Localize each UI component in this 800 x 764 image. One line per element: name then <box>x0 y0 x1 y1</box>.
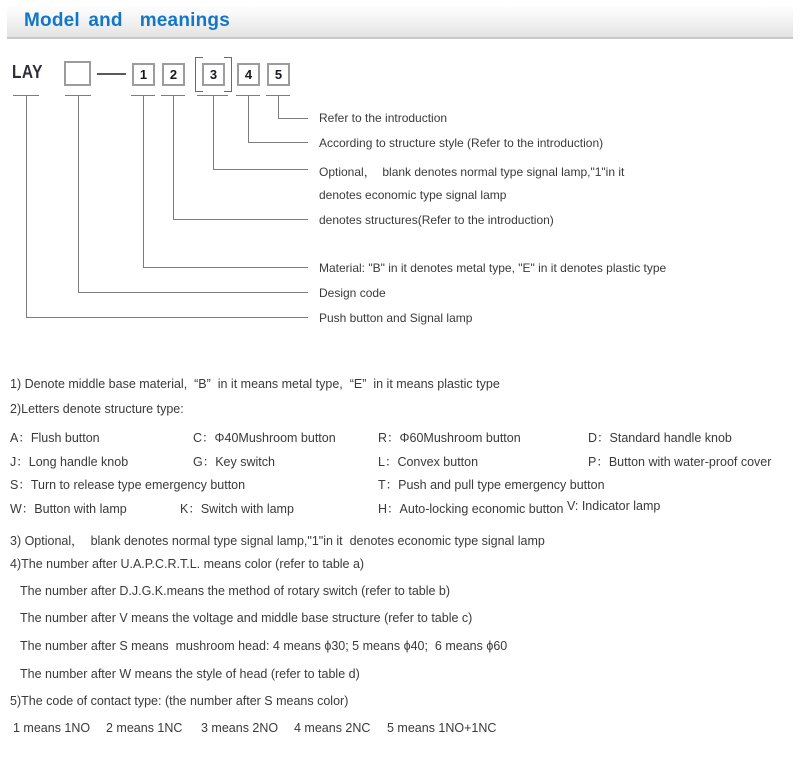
note-2: 2)Letters denote structure type: <box>10 402 184 416</box>
table-cell-w: W：Button with lamp <box>10 502 127 516</box>
table-cell-r: R：Φ60Mushroom button <box>378 431 521 445</box>
label-according: According to structure style (Refer to the introduction) <box>319 136 604 150</box>
note-5: 5)The code of contact type: (the number after S means color) <box>10 694 349 708</box>
contact-code-5: 5 means 1NO+1NC <box>387 721 497 735</box>
table-cell-p: P：Button with water-proof cover <box>588 455 772 469</box>
section-header-band <box>7 6 793 39</box>
table-cell-s: S：Turn to release type emergency button <box>10 478 246 492</box>
label-material: Material: "B" in it denotes metal type, "E" in it denotes plastic type <box>319 261 667 275</box>
model-prefix: LAY <box>12 62 43 82</box>
table-cell-v: V: Indicator lamp <box>567 499 661 513</box>
model-box-3: 3 <box>202 63 225 86</box>
table-cell-a: A：Flush button <box>10 431 100 445</box>
note-4-w: The number after W means the style of head (refer to table d) <box>20 667 360 681</box>
table-cell-l: L：Convex button <box>378 455 479 469</box>
table-cell-t: T：Push and pull type emergency button <box>378 478 605 492</box>
optional-bracket-right-icon <box>224 57 232 92</box>
model-box-blank <box>64 61 91 86</box>
table-cell-c: C：Φ40Mushroom button <box>193 431 336 445</box>
optional-bracket-left-icon <box>195 57 203 92</box>
table-cell-h: H：Auto-locking economic button <box>378 502 564 516</box>
note-4-s: The number after S means mushroom head: 4 means ϕ30; 5 means ϕ40; 6 means ϕ60 <box>20 639 508 653</box>
label-design-code: Design code <box>319 286 386 300</box>
model-box-1: 1 <box>132 63 155 86</box>
model-box-2: 2 <box>162 63 185 86</box>
contact-code-3: 3 means 2NO <box>201 721 279 735</box>
contact-code-2: 2 means 1NC <box>106 721 183 735</box>
page-title: Model and meanings <box>24 10 230 31</box>
model-box-4: 4 <box>237 63 260 86</box>
connector-prefix <box>26 96 308 318</box>
table-cell-j: J：Long handle knob <box>10 455 129 469</box>
label-optional-line1: Optional， blank denotes normal type signal lamp,"1"in it <box>319 165 625 179</box>
note-4: 4)The number after U.A.P.C.R.T.L. means color (refer to table a) <box>10 557 365 571</box>
label-refer: Refer to the introduction <box>319 111 448 125</box>
table-cell-d: D：Standard handle knob <box>588 431 732 445</box>
note-4-d: The number after D.J.G.K.means the method of rotary switch (refer to table b) <box>20 584 451 598</box>
note-4-v: The number after V means the voltage and middle base structure (refer to table c) <box>20 611 473 625</box>
label-structures: denotes structures(Refer to the introduction) <box>319 213 554 227</box>
note-1: 1) Denote middle base material, “B” in it means metal type, “E” in it means plastic type <box>10 377 500 391</box>
table-cell-k: K：Switch with lamp <box>180 502 294 516</box>
contact-code-4: 4 means 2NC <box>294 721 371 735</box>
note-3: 3) Optional， blank denotes normal type signal lamp,"1"in it denotes economic type signal lamp <box>10 534 545 548</box>
table-cell-g: G：Key switch <box>193 455 275 469</box>
model-box-5: 5 <box>267 63 290 86</box>
label-push-button: Push button and Signal lamp <box>319 311 473 325</box>
contact-code-1: 1 means 1NO <box>13 721 91 735</box>
model-dash-line <box>97 73 126 75</box>
label-optional-line2: denotes economic type signal lamp <box>319 188 507 202</box>
